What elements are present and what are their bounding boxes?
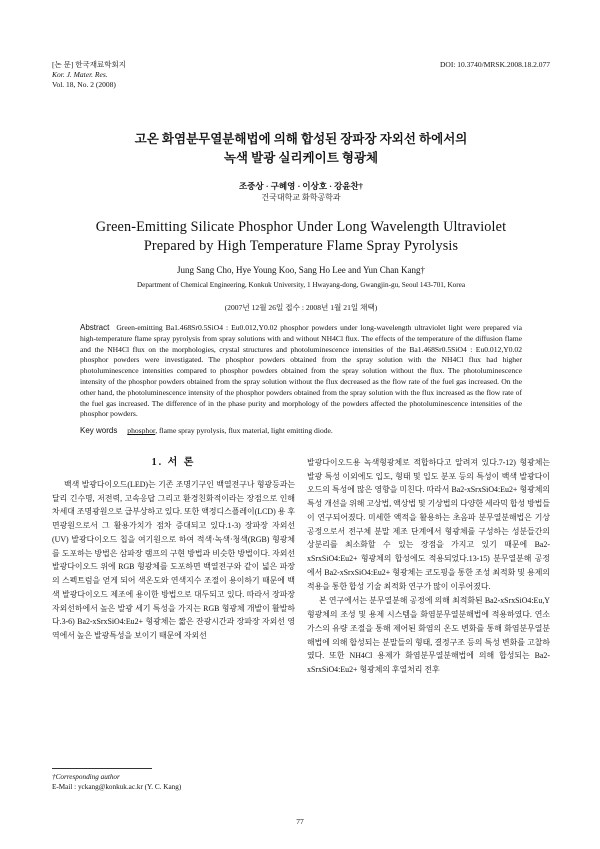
submission-dates: (2007년 12월 26일 접수 : 2008년 1월 21일 채택) (224, 303, 378, 312)
title-english (52, 218, 550, 256)
footnote-rule (52, 768, 152, 769)
title-english-line1: Green-Emitting Silicate Phosphor Under Long Wavelength Ultraviolet (95, 219, 507, 235)
journal-volume: Vol. 18, No. 2 (2008) (52, 80, 116, 89)
abstract-text: Green-emitting Ba1.468Sr0.5SiO4 : Eu0.012,Y0.02 phosphor powders under long-wavelength ultraviolet light were prepared via high-temperature flame spray pyrolysis from spray solutions with and without NH4Cl flux. The effects of the temperature of the diffusion flame and the NH4Cl flux on the morphologies, crystal structures and photoluminescence intensities of the Ba1.468Sr0.5SiO4 : Eu0.012,Y0.02 phosphor powders were investigated. The phosphor powders obtained from the spray solution with the NH4Cl flux had higher photoluminescence intensities compared to phosphor powders obtained from the spray solution without the flux. The photoluminescence intensity of the phosphor powders obtained from the spray solution without the flux decreased as the flow rate of the fuel gas increased. On the other hand, the photoluminescence intensity of the phosphor powders obtained from the spray solution with the flux increased as the flow rate of the fuel gas increased. The difference of in the phase purity and morphology of the powders affected the photoluminescence intensities of the phosphor powders. (80, 323, 522, 419)
title-korean-line2: 녹색 발광 실리케이트 형광체 (223, 151, 379, 165)
body-columns (52, 456, 550, 677)
authors-english: Jung Sang Cho, Hye Young Koo, Sang Ho Lee and Yun Chan Kang† (177, 265, 425, 275)
journal-name-en: Kor. J. Mater. Res. (52, 70, 108, 79)
footnote-label: †Corresponding author (52, 773, 120, 781)
footnote-email: E-Mail : yckang@konkuk.ac.kr (Y. C. Kang) (52, 783, 182, 791)
title-korean (52, 130, 550, 168)
left-column (52, 456, 295, 677)
page-number: 77 (296, 817, 304, 826)
title-korean-line1: 고온 화염분무열분해법에 의해 합성된 장파장 자외선 하에서의 (134, 132, 468, 146)
keyword-first: phosphor (127, 426, 156, 436)
right-paragraph-1: 발광다이오드용 녹색형광체로 적합하다고 알려져 있다.7-12) 형광체는 발광 특성 이외에도 입도, 형태 및 입도 분포 등의 특성이 백색 발광다이오드의 특성에 많은 영향을 미친다. 따라서 Ba2-xSrxSiO4:Eu2+ 형광체의 특성 개선을 위해 고상법, 액상법 및 기상법의 다양한 세라믹 합성 방법들이 연구되어졌다. 미세한 액적을 활용하는 초음파 분무열분해법은 기상 공정으로서 전구체 분말 제조 단계에서 형광체를 구성하는 성분들간의 상분리를 최소화할 수 있는 장점을 가지고 있기 때문에 Ba2-xSrxSiO4:Eu2+ 형광체의 합성에도 적용되었다.13-15) 분무열분해 공정에서 Ba2-xSrxSiO4:Eu2+ 형광체는 코도핑을 통한 조성 최적화 및 용제의 적용을 통한 합성 기술 최적화 연구가 많이 이루어졌다. (307, 457, 550, 591)
keywords-label: Key words (80, 426, 118, 436)
left-paragraph-1: 백색 발광다이오드(LED)는 기존 조명기구인 백열전구나 형광등과는 달리 긴수명, 저전력, 고속응답 그리고 환경친화적이라는 장점으로 인해 차세대 조명광원으로 급부상하고 있다. 또한 액정디스플레이(LCD) 용 후면광원으로서 그 활용가치가 점차 증대되고 있다.1-3) 장파장 자외선(UV) 발광다이오드 칩을 여기원으로 하여 적색·녹색·청색(RGB) 형광체를 도포하는 방법은 삼파장 램프의 구현 방법과 비슷한 방법이다. 자외선 발광다이오드 위에 RGB 형광체를 도포하면 백열전구와 같이 넓은 파장의 스펙트럼을 얻게 되어 색온도와 연색지수 조절이 용이하기 때문에 백색 발광다이오드 제조에 용이한 방법으로 대두되고 있다. 따라서 장파장 자외선하에서 높은 발광 세기 특성을 가지는 RGB 형광체 개발이 활발하다.3-6) Ba2-xSrxSiO4:Eu2+ 형광체는 짧은 잔광시간과 장파장 자외선 영역에서 높은 발광특성을 보이기 때문에 자외선 (52, 479, 295, 641)
right-column (307, 456, 550, 677)
abstract-label: Abstract (80, 323, 110, 332)
abstract (80, 323, 522, 420)
right-paragraph-2: 본 연구에서는 분무열분해 공정에 의해 최적화된 Ba2-xSrxSiO4:Eu,Y 형광체의 조성 및 용제 시스템을 화염분무열분해법에 적용하였다. 연소가스의 유량 조절을 통해 제어된 화염의 온도 변화를 통해 화염분무열분해법에 의해 합성되는 분말들의 형태, 결정구조 등의 특성 변화를 고찰하였다. 또한 NH4Cl 용제가 화염분무열분해법에 의해 합성되는 Ba2-xSrxSiO4:Eu2+ 형광체의 후열처리 전후 (307, 596, 550, 675)
affiliation-korean: 건국대학교 화학공학과 (261, 193, 341, 202)
section-heading-introduction: 1. 서 론 (151, 456, 196, 468)
running-header (52, 60, 550, 90)
keywords-rest: , flame spray pyrolysis, flux material, light emitting diode. (155, 426, 333, 436)
journal-info (52, 60, 126, 90)
title-english-line2: Prepared by High Temperature Flame Spray Pyrolysis (143, 238, 459, 254)
keywords (80, 426, 522, 437)
corresponding-author-footnote (52, 768, 295, 792)
affiliation-english: Department of Chemical Engineering, Konkuk University, 1 Hwayang-dong, Gwangjin-gu, Seoul 143-701, Korea (136, 281, 466, 289)
doi: DOI: 10.3740/MRSK.2008.18.2.077 (439, 60, 550, 69)
journal-name-ko: [논 문] 한국재료학회지 (52, 60, 126, 69)
authors-korean: 조중상 · 구혜영 · 이상호 · 강윤찬† (238, 181, 364, 191)
